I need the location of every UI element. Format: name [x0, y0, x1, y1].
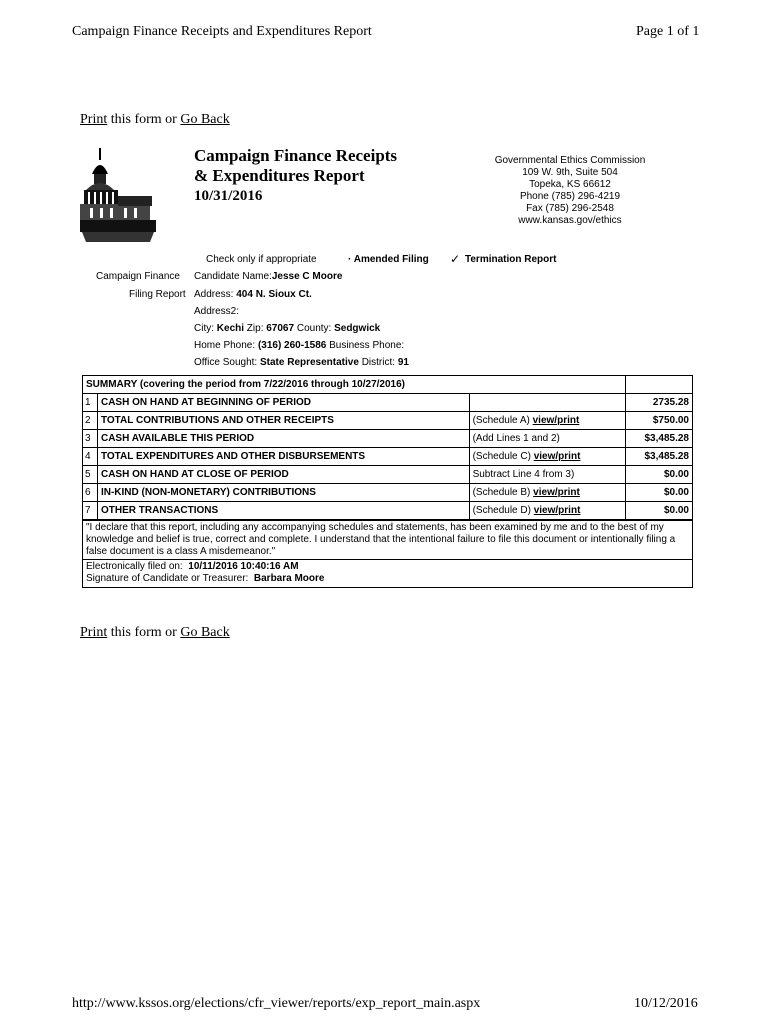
row-description: CASH ON HAND AT CLOSE OF PERIOD	[97, 466, 469, 484]
top-nav	[80, 112, 230, 128]
footer-url: http://www.kssos.org/elections/cfr_viewer/reports/exp_report_main.aspx	[72, 996, 481, 1011]
summary-row	[83, 448, 693, 466]
page-header-title: Campaign Finance Receipts and Expenditures Report	[72, 24, 372, 39]
commission-fax: Fax (785) 296-2548	[526, 203, 614, 214]
office-row	[194, 357, 409, 368]
commission-name: Governmental Ethics Commission	[494, 155, 646, 166]
row-number: 4	[83, 448, 98, 466]
go-back-link-bottom[interactable]: Go Back	[180, 625, 230, 640]
commission-address-2: Topeka, KS 66612	[529, 179, 611, 190]
address-label: Address:	[194, 289, 234, 300]
declaration-text: "I declare that this report, including any accompanying schedules and statements, has been examined by me and to the best of my knowledge and belief is true, correct and complete. I understand that the intentional failure to file this document or intentionally filing a false document is a class A misdemeanor."	[82, 520, 693, 560]
office-value: State Representative	[259, 357, 359, 368]
schedule-label: (Schedule D)	[472, 505, 534, 516]
signature-block	[82, 560, 693, 588]
filing-report-label: Filing Report	[129, 289, 186, 300]
row-number: 5	[83, 466, 98, 484]
summary-heading-row	[83, 376, 693, 394]
bottom-nav	[80, 625, 230, 641]
filed-on-label: Electronically filed on:	[86, 561, 183, 572]
termination-check-icon: ✓	[450, 252, 461, 266]
view-print-link[interactable]: view/print	[532, 415, 580, 426]
row-description: OTHER TRANSACTIONS	[97, 502, 469, 520]
row-schedule	[469, 412, 625, 430]
view-print-link[interactable]: view/print	[533, 451, 581, 462]
commission-website: www.kansas.gov/ethics	[518, 215, 622, 226]
row-description: CASH AVAILABLE THIS PERIOD	[97, 430, 469, 448]
row-schedule	[469, 394, 625, 412]
check-label: Check only if appropriate	[206, 254, 317, 265]
view-print-link[interactable]: view/print	[533, 487, 580, 498]
row-schedule	[469, 502, 625, 520]
report-date: 10/31/2016	[194, 188, 263, 204]
candidate-name-label: Candidate Name:	[194, 271, 272, 282]
report-title-line-1: Campaign Finance Receipts	[194, 146, 398, 165]
candidate-name: Jesse C Moore	[271, 271, 343, 282]
phone-row	[194, 340, 404, 351]
schedule-label: Subtract Line 4 from 3)	[472, 469, 575, 480]
summary-row	[83, 502, 693, 520]
schedule-label: (Schedule A)	[472, 415, 533, 426]
campaign-finance-label: Campaign Finance	[96, 271, 180, 282]
home-phone-label: Home Phone:	[194, 340, 256, 351]
row-number: 7	[83, 502, 98, 520]
row-number: 2	[83, 412, 98, 430]
summary-row	[83, 412, 693, 430]
footer-date: 10/12/2016	[634, 996, 698, 1011]
candidate-name-row	[194, 271, 342, 282]
filed-on-value: 10/11/2016 10:40:16 AM	[188, 561, 299, 572]
view-print-link[interactable]: view/print	[533, 505, 581, 516]
row-schedule	[469, 484, 625, 502]
row-amount: $0.00	[626, 484, 693, 502]
summary-table	[82, 375, 693, 520]
zip-value: 67067	[266, 323, 295, 334]
schedule-label: (Schedule C)	[472, 451, 534, 462]
city-row	[194, 323, 380, 334]
row-number: 6	[83, 484, 98, 502]
summary-row	[83, 394, 693, 412]
filed-on-row	[86, 561, 689, 573]
city-value: Kechi	[216, 323, 245, 334]
district-label: District:	[361, 357, 396, 368]
print-link[interactable]: Print	[80, 112, 108, 127]
signer-name: Barbara Moore	[253, 573, 325, 584]
row-schedule	[469, 448, 625, 466]
row-schedule	[469, 466, 625, 484]
summary-heading: SUMMARY (covering the period from 7/22/2016 through 10/27/2016)	[83, 376, 626, 394]
district-value: 91	[397, 357, 409, 368]
office-label: Office Sought:	[194, 357, 258, 368]
address-row	[194, 289, 312, 300]
business-phone-label: Business Phone:	[329, 340, 405, 351]
go-back-link[interactable]: Go Back	[180, 112, 230, 127]
report-title-line-2: & Expenditures Report	[194, 166, 365, 185]
termination-report-option: Termination Report	[465, 254, 557, 265]
row-description: IN-KIND (NON-MONETARY) CONTRIBUTIONS	[97, 484, 469, 502]
address-value: 404 N. Sioux Ct.	[236, 289, 312, 300]
page-number: Page 1 of 1	[636, 24, 700, 39]
row-amount: $3,485.28	[626, 448, 693, 466]
nav-text-bottom: this form or	[107, 625, 181, 640]
city-label: City:	[194, 323, 214, 334]
zip-label: Zip:	[246, 323, 264, 334]
signature-row	[86, 573, 689, 585]
summary-row	[83, 466, 693, 484]
capitol-logo	[80, 146, 156, 244]
report-title	[194, 146, 397, 206]
signature-label: Signature of Candidate or Treasurer:	[86, 573, 249, 584]
row-schedule	[469, 430, 625, 448]
amended-filing-option: · Amended Filing	[348, 254, 429, 265]
row-amount: 2735.28	[626, 394, 693, 412]
row-description: TOTAL CONTRIBUTIONS AND OTHER RECEIPTS	[97, 412, 469, 430]
commission-phone: Phone (785) 296-4219	[519, 191, 621, 202]
row-description: TOTAL EXPENDITURES AND OTHER DISBURSEMENTS	[97, 448, 469, 466]
summary-section	[82, 375, 693, 588]
row-amount: $0.00	[626, 466, 693, 484]
summary-row	[83, 484, 693, 502]
print-link-bottom[interactable]: Print	[80, 625, 108, 640]
county-label: County:	[296, 323, 332, 334]
county-value: Sedgwick	[334, 323, 381, 334]
summary-row	[83, 430, 693, 448]
row-amount: $3,485.28	[626, 430, 693, 448]
home-phone-value: (316) 260-1586	[257, 340, 327, 351]
row-number: 3	[83, 430, 98, 448]
commission-info	[480, 155, 660, 227]
commission-address-1: 109 W. 9th, Suite 504	[522, 167, 618, 178]
nav-text: this form or	[107, 112, 181, 127]
schedule-label: (Schedule B)	[472, 487, 534, 498]
row-amount: $0.00	[626, 502, 693, 520]
row-number: 1	[83, 394, 98, 412]
row-amount: $750.00	[626, 412, 693, 430]
schedule-label: (Add Lines 1 and 2)	[472, 433, 560, 444]
address2-label: Address2:	[194, 306, 240, 317]
row-description: CASH ON HAND AT BEGINNING OF PERIOD	[97, 394, 469, 412]
